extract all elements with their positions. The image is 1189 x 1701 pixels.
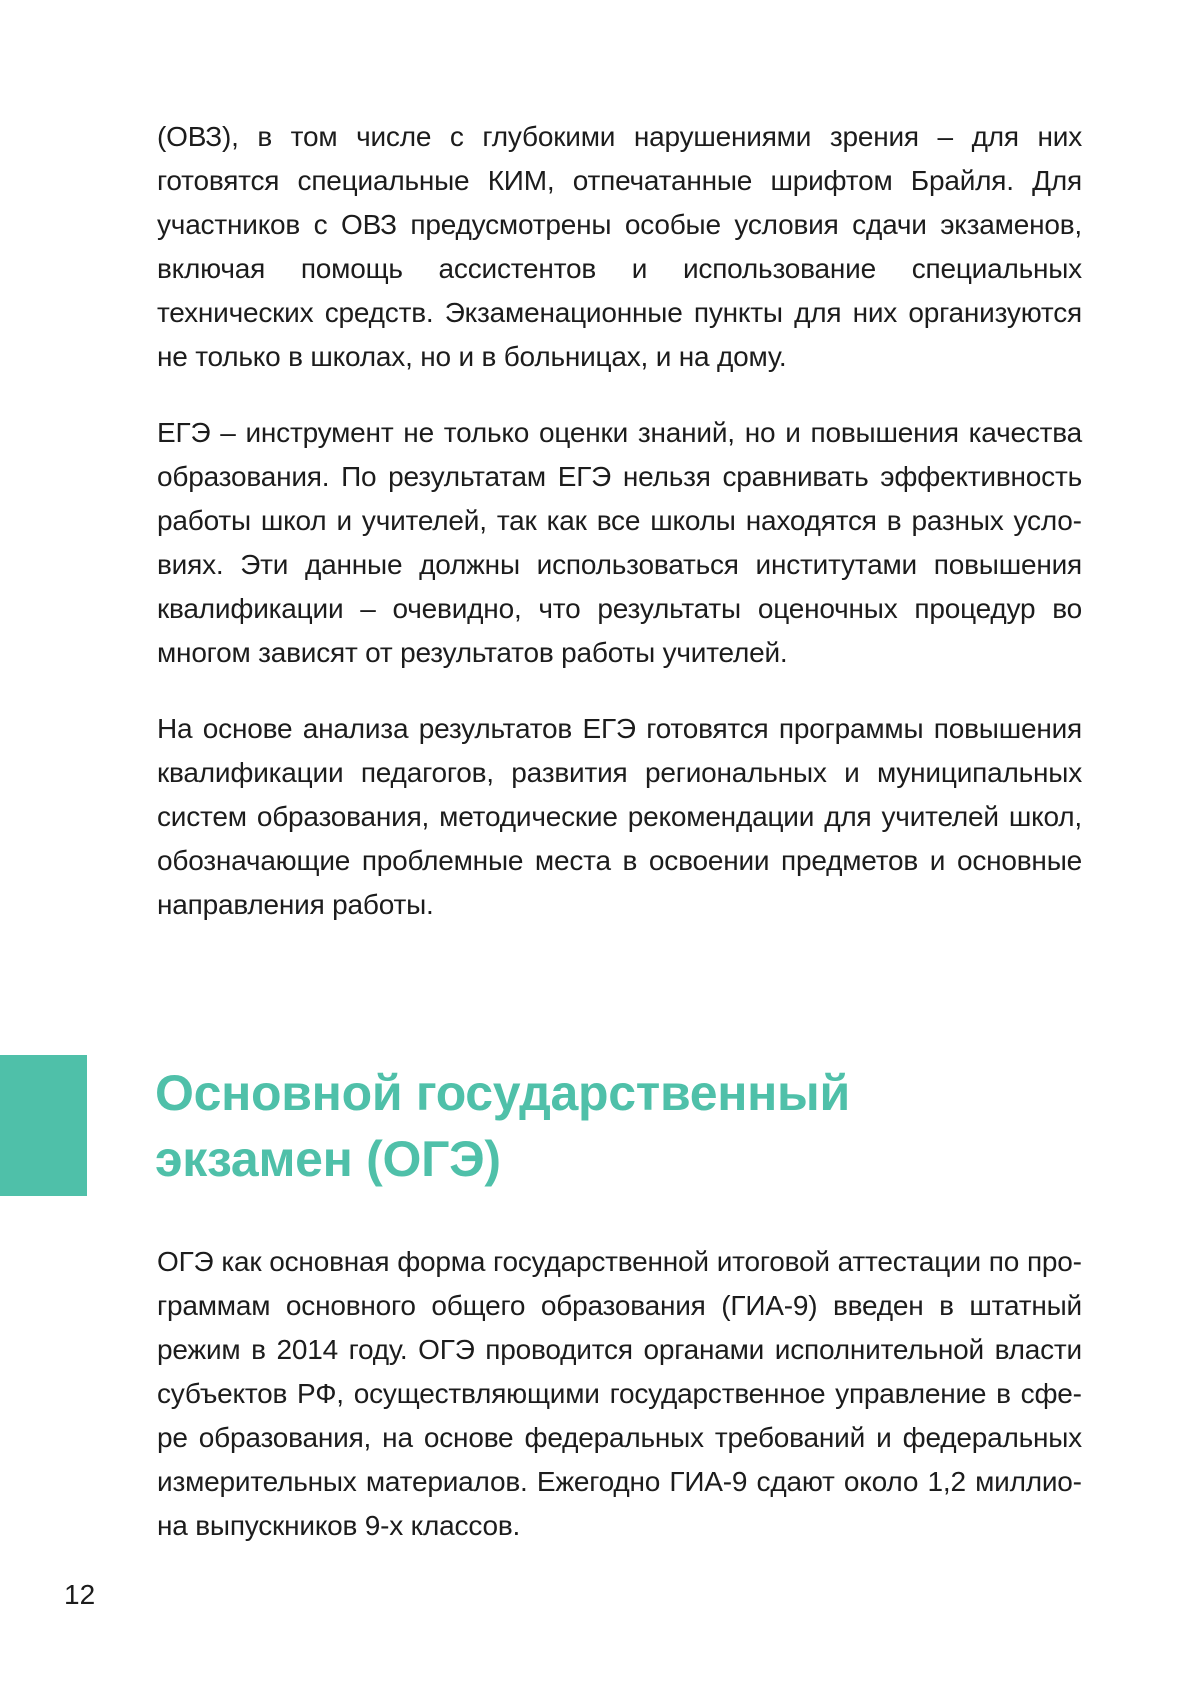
section-heading-line-1: Основной государственный (155, 1065, 850, 1121)
section-accent-bar (0, 1055, 87, 1196)
paragraph-ovz: (ОВЗ), в том числе с глубокими нарушениями зрения – для них готовятся специальные КИМ, отпечатанные шрифтом Брайля. Для участников с ОВЗ предусмотрены особые условия сдачи экзаменов, включая помощь ассистентов и использование специальных технических средств. Экзаменационные пункты для них организуются не только в школах, но и в больницах, и на дому. (157, 121, 1082, 372)
page-number: 12 (64, 1579, 96, 1610)
paragraph-oge: ОГЭ как основная форма государственной итоговой аттестации по программам основного общего образования (ГИА-9) введен в штатный режим в 2014 году. ОГЭ проводится органами исполнительной власти субъектов РФ, осуществляющими государственное управление в сфере образования, на основе федеральных требований и федеральных измерительных материалов. Ежегодно ГИА-9 сдают около 1,2 миллиона выпускников 9-х классов. (157, 1246, 1082, 1541)
paragraph-ege-instrument: ЕГЭ – инструмент не только оценки знаний, но и повышения качества образования. По результатам ЕГЭ нельзя сравнивать эффективность работы школ и учителей, так как все школы находятся в разных условиях. Эти данные должны использоваться институтами повышения квалификации – очевидно, что результаты оценочных процедур во многом зависят от результатов работы учителей. (157, 417, 1082, 668)
section-heading-line-2: экзамен (ОГЭ) (155, 1131, 501, 1187)
section-heading (155, 1060, 1115, 1192)
paragraph-ege-analysis: На основе анализа результатов ЕГЭ готовятся программы повышения квалификации педагогов, развития региональных и муниципальных систем образования, методические рекомендации для учителей школ, обозначающие проблемные места в освоении предметов и основные направления работы. (157, 713, 1082, 920)
